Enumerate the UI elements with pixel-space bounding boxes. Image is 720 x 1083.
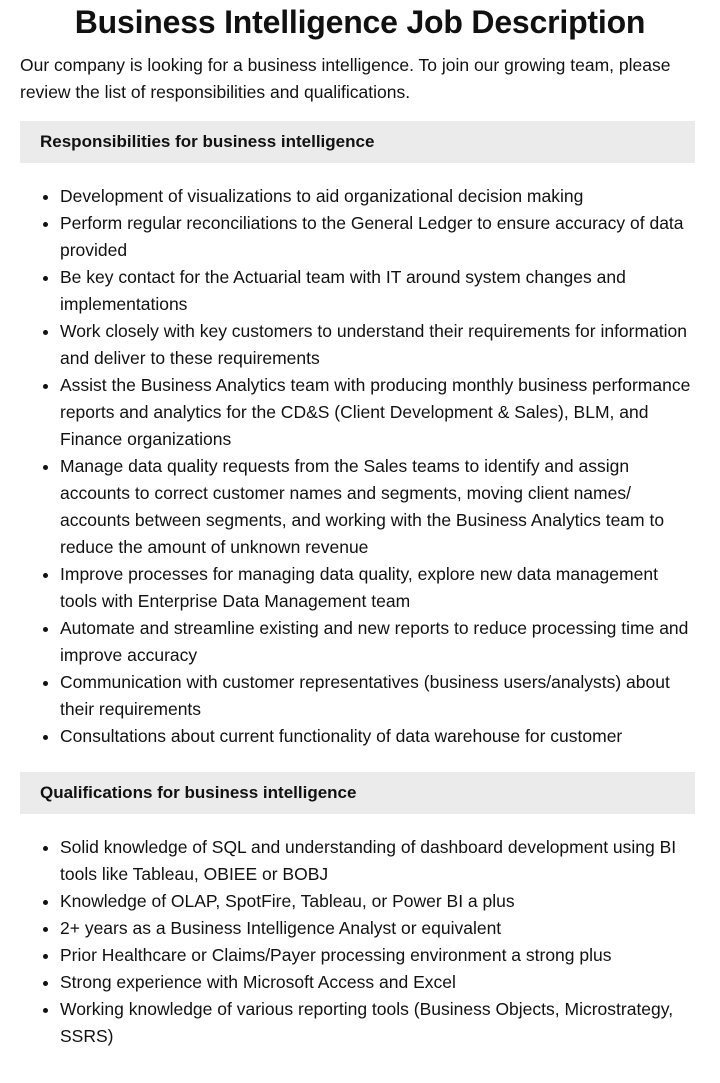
list-item: • Working knowledge of various reporting tools (Business Objects, Microstrategy, SSRS) — [60, 996, 695, 1050]
list-item: • Automate and streamline existing and new reports to reduce processing time and improve accuracy — [60, 615, 695, 669]
list-item: • Solid knowledge of SQL and understanding of dashboard development using BI tools like Tableau, OBIEE or BOBJ — [60, 834, 695, 888]
intro-text: Our company is looking for a business intelligence. To join our growing team, please review the list of responsibilities and qualifications. — [20, 55, 671, 102]
list-item: • Consultations about current functionality of data warehouse for customer — [60, 723, 695, 750]
list-item: • Be key contact for the Actuarial team with IT around system changes and implementations — [60, 264, 695, 318]
list-item: • Work closely with key customers to understand their requirements for information and deliver to these requirements — [60, 318, 695, 372]
page-title: Business Intelligence Job Description — [74, 4, 646, 40]
responsibilities-list — [20, 183, 695, 750]
responsibilities-heading: Responsibilities for business intelligence — [20, 121, 695, 163]
list-item: • Strong experience with Microsoft Access and Excel — [60, 969, 695, 996]
list-item: • Perform regular reconciliations to the General Ledger to ensure accuracy of data provided — [60, 210, 695, 264]
list-item: • Development of visualizations to aid organizational decision making — [60, 183, 695, 210]
list-item: • 2+ years as a Business Intelligence Analyst or equivalent — [60, 915, 695, 942]
qualifications-list — [20, 834, 695, 1050]
list-item: • Assist the Business Analytics team with producing monthly business performance reports and analytics for the CD&S (Client Development & Sales), BLM, and Finance organizations — [60, 372, 695, 453]
list-item: • Improve processes for managing data quality, explore new data management tools with Enterprise Data Management team — [60, 561, 695, 615]
qualifications-heading: Qualifications for business intelligence — [20, 772, 695, 814]
list-item: • Prior Healthcare or Claims/Payer processing environment a strong plus — [60, 942, 695, 969]
list-item: • Knowledge of OLAP, SpotFire, Tableau, or Power BI a plus — [60, 888, 695, 915]
list-item: • Manage data quality requests from the Sales teams to identify and assign accounts to correct customer names and segments, moving client names/ accounts between segments, and working with the Business Analytics team to reduce the amount of unknown revenue — [60, 453, 695, 561]
list-item: • Communication with customer representatives (business users/analysts) about their requirements — [60, 669, 695, 723]
